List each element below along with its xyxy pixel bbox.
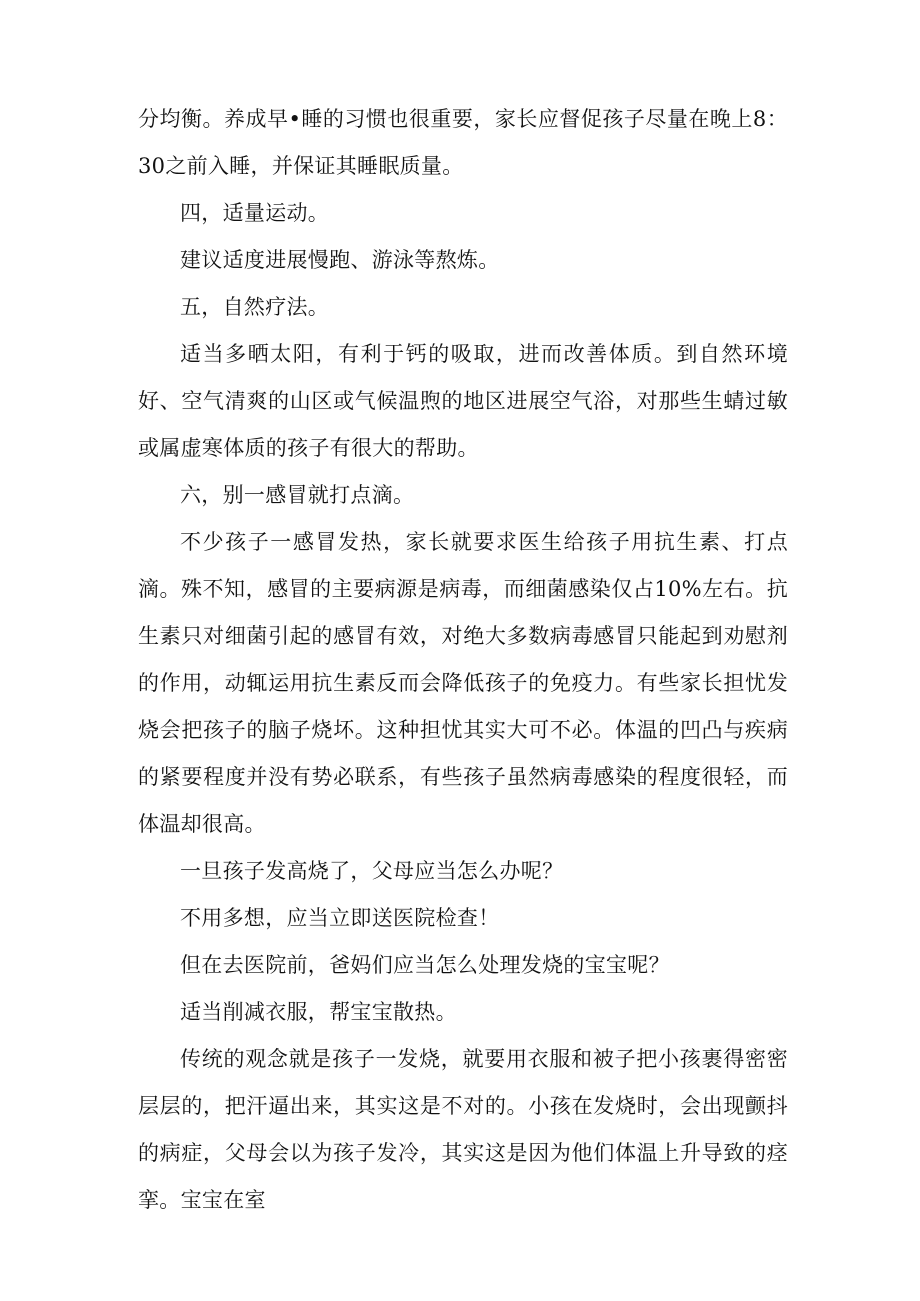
paragraph-exercise: 建议适度进展慢跑、游泳等熬炼。 [180, 248, 500, 272]
paragraph-traditional-view: 传统的观念就是孩子一发烧，就要用衣服和被子把小孩裹得密密层层的，把汗逼出来，其实这是不对的。小孩在发烧时，会出现颤抖的病症，父母会以为孩子发冷，其实这是因为他们体温上升导致的痉挛。宝宝在室 [138, 1047, 788, 1212]
section-heading-natural-therapy: 五，自然疗法。 [180, 295, 330, 319]
paragraph-reduce-clothes: 适当削减衣服，帮宝宝散热。 [180, 1000, 457, 1024]
paragraph-continuation: 分均衡。养成早•睡的习惯也很重要，家长应督促孩子尽量在晚上8：30之前入睡，并保证其睡眠质量。 [138, 107, 788, 178]
paragraph-go-hospital: 不用多想，应当立即送医院检查！ [180, 906, 500, 930]
section-heading-exercise: 四，适量运动。 [180, 201, 330, 225]
paragraph-natural-therapy: 适当多晒太阳，有利于钙的吸取，进而改善体质。到自然环境好、空气清爽的山区或气候温煦的地区进展空气浴，对那些生蜻过敏或属虚寒体质的孩子有很大的帮助。 [138, 342, 788, 460]
section-heading-no-iv: 六，别一感冒就打点滴。 [180, 483, 415, 507]
document-body [138, 96, 788, 1224]
paragraph-question-fever: 一旦孩子发高烧了，父母应当怎么办呢？ [180, 859, 564, 883]
paragraph-question-before-hospital: 但在去医院前，爸妈们应当怎么处理发烧的宝宝呢？ [180, 953, 670, 977]
paragraph-antibiotics: 不少孩子一感冒发热，家长就要求医生给孩子用抗生素、打点滴。殊不知，感冒的主要病源是病毒，而细菌感染仅占10%左右。抗生素只对细菌引起的感冒有效，对绝大多数病毒感冒只能起到劝慰剂的作用，动辄运用抗生素反而会降低孩子的免疫力。有些家长担忧发烧会把孩子的脑子烧坏。这种担忧其实大可不必。体温的凹凸与疾病的紧要程度并没有势必联系，有些孩子虽然病毒感染的程度很轻，而体温却很高。 [138, 530, 788, 836]
